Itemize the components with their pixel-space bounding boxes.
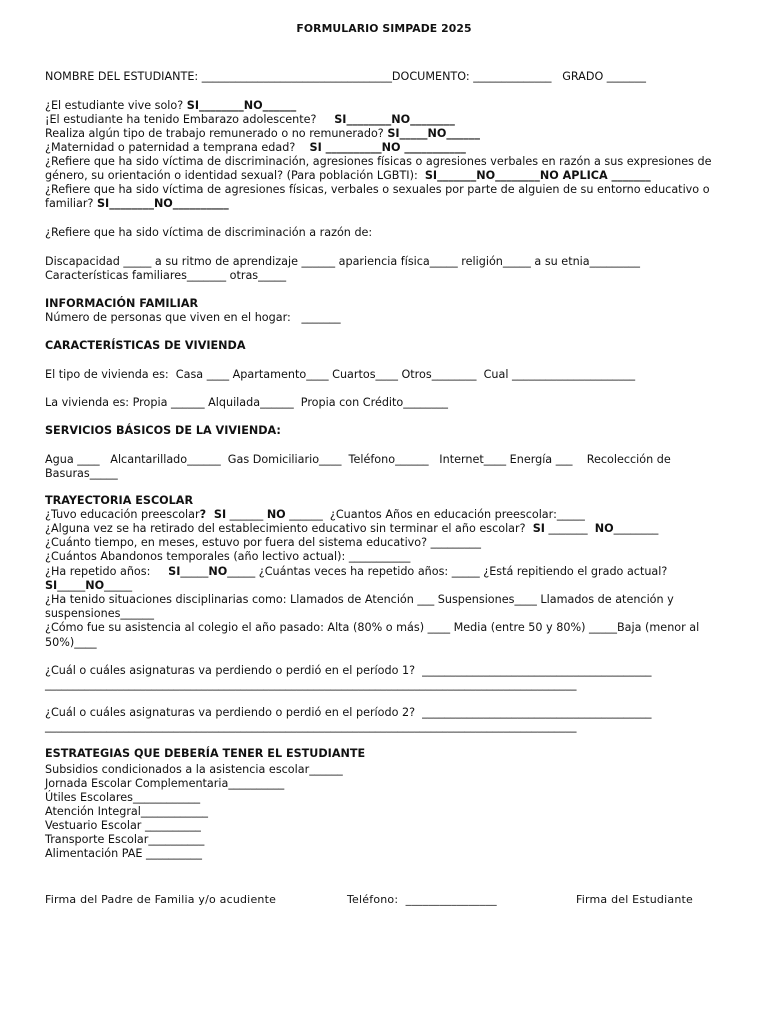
question-discrimination-gender-line2: género, su orientación o identidad sexual? (Para población LGBTI): SI_______NO________NO APLICA _______: [45, 169, 651, 182]
strategy-item[interactable]: Alimentación PAE __________: [45, 847, 202, 860]
strategy-item[interactable]: Jornada Escolar Complementaria__________: [45, 777, 285, 790]
question-aggression-line1: ¿Refiere que ha sido víctima de agresiones físicas, verbales o sexuales por parte de alguien de su entorno educativo o: [45, 183, 710, 196]
aggression-answer[interactable]: SI________NO__________: [96, 197, 229, 210]
school-heading: TRAYECTORIA ESCOLAR: [45, 494, 194, 507]
question-pregnancy: ¡El estudiante ha tenido Embarazo adolescente? SI________NO________: [45, 113, 455, 126]
strategy-item[interactable]: Transporte Escolar__________: [45, 833, 205, 846]
signature-phone-field[interactable]: Teléfono: ________________: [347, 893, 497, 906]
strategy-item[interactable]: Útiles Escolares____________: [45, 791, 201, 804]
question-preschool[interactable]: ¿Tuvo educación preescolar? SI ______ NO ______ ¿Cuantos Años en educación preescolar:_____: [45, 508, 585, 521]
question-disciplinary-line1[interactable]: ¿Ha tenido situaciones disciplinarias como: Llamados de Atención ___ Suspensiones____ Llamados de atención y: [45, 593, 674, 606]
parent-signature-label: Firma del Padre de Familia y/o acudiente: [45, 893, 277, 906]
strategies-heading: ESTRATEGIAS QUE DEBERÍA TENER EL ESTUDIANTE: [45, 747, 366, 760]
question-discrimination-reason: ¿Refiere que ha sido víctima de discriminación a razón de:: [45, 226, 373, 239]
services-heading: SERVICIOS BÁSICOS DE LA VIVIENDA:: [45, 424, 281, 437]
period2-subjects-line[interactable]: _______________________________________________________________________________________________: [45, 720, 577, 733]
housing-ownership-field[interactable]: La vivienda es: Propia ______ Alquilada______ Propia con Crédito________: [45, 396, 449, 409]
discrimination-reasons-line1[interactable]: Discapacidad _____ a su ritmo de aprendizaje ______ apariencia física_____ religión_____ a su etnia_________: [45, 255, 640, 268]
strategy-item[interactable]: Atención Integral____________: [45, 805, 209, 818]
question-withdrawal[interactable]: ¿Alguna vez se ha retirado del establecimiento educativo sin terminar el año escolar? SI _______ NO________: [45, 522, 659, 535]
discrimination-gender-answer[interactable]: SI_______NO________NO APLICA _______: [424, 169, 651, 182]
student-info-line: [45, 70, 646, 84]
document-field[interactable]: DOCUMENTO: ______________: [391, 70, 552, 83]
question-early-parenthood: ¿Maternidad o paternidad a temprana edad? SI __________NO ___________: [45, 141, 466, 154]
question-repeating-current-answer[interactable]: SI_____NO_____: [45, 579, 133, 592]
work-answer[interactable]: SI_____NO______: [387, 127, 480, 140]
discrimination-reasons-line2[interactable]: Características familiares_______ otras_____: [45, 269, 287, 282]
question-period1-subjects[interactable]: ¿Cuál o cuáles asignaturas va perdiendo o perdió en el período 1? _________________________________________: [45, 664, 652, 677]
question-work: Realiza algún tipo de trabajo remunerado o no remunerado? SI_____NO______: [45, 127, 480, 140]
services-line2[interactable]: Basuras_____: [45, 467, 118, 480]
housing-heading: CARACTERÍSTICAS DE VIVIENDA: [45, 339, 246, 352]
question-disciplinary-line2[interactable]: suspensiones______: [45, 607, 154, 620]
services-line1[interactable]: Agua ____ Alcantarillado______ Gas Domiciliario____ Teléfono______ Internet____ Energía ___ Recolección de: [45, 453, 671, 466]
question-attendance-line2[interactable]: 50%)____: [45, 636, 97, 649]
housing-type-field[interactable]: El tipo de vivienda es: Casa ____ Apartamento____ Cuartos____ Otros________ Cual ______________________: [45, 368, 636, 381]
student-signature-label: Firma del Estudiante: [576, 893, 693, 906]
strategy-item[interactable]: Vestuario Escolar __________: [45, 819, 201, 832]
question-temporary-dropouts[interactable]: ¿Cuántos Abandonos temporales (año lectivo actual): ___________: [45, 550, 411, 563]
question-aggression-line2: familiar? SI________NO__________: [45, 197, 229, 210]
strategy-item[interactable]: Subsidios condicionados a la asistencia escolar______: [45, 763, 343, 776]
pregnancy-answer[interactable]: SI________NO________: [334, 113, 455, 126]
family-heading: INFORMACIÓN FAMILIAR: [45, 297, 199, 310]
form-title: FORMULARIO SIMPADE 2025: [296, 22, 472, 35]
early-parenthood-answer[interactable]: SI __________NO ___________: [309, 141, 466, 154]
question-lives-alone: ¿El estudiante vive solo? SI________NO______: [45, 99, 297, 112]
question-attendance-line1[interactable]: ¿Cómo fue su asistencia al colegio el año pasado: Alta (80% o más) ____ Media (entre 50 y 80%) _____Baja (menor al: [45, 621, 700, 634]
question-discrimination-gender-line1: ¿Refiere que ha sido víctima de discriminación, agresiones físicas o agresiones verbales en razón a sus expresiones de: [45, 155, 712, 168]
household-size-field[interactable]: Número de personas que viven en el hogar: _______: [45, 311, 341, 324]
lives-alone-answer[interactable]: SI________NO______: [186, 99, 297, 112]
question-repeated-years[interactable]: ¿Ha repetido años: SI_____NO_____ ¿Cuántas veces ha repetido años: _____ ¿Está repitiendo el grado actual?: [45, 565, 668, 578]
grade-field[interactable]: GRADO _______: [562, 70, 646, 83]
question-time-outside[interactable]: ¿Cuánto tiempo, en meses, estuvo por fuera del sistema educativo? _________: [45, 536, 481, 549]
period1-subjects-line[interactable]: _______________________________________________________________________________________________: [45, 678, 577, 691]
question-period2-subjects[interactable]: ¿Cuál o cuáles asignaturas va perdiendo o perdió en el período 2? _________________________________________: [45, 706, 652, 719]
student-name-field[interactable]: NOMBRE DEL ESTUDIANTE: __________________________________: [45, 70, 392, 83]
